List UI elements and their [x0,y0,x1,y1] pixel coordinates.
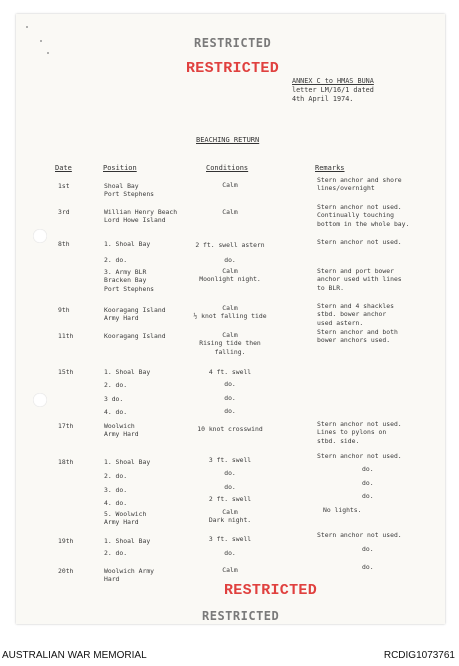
row-position: Lord Howe Island [104,216,166,225]
row-position: Army Hard [104,430,139,439]
row-date: 19th [58,537,74,545]
row-position: 1. Shoal Bay [104,368,151,376]
punch-hole-bottom [33,393,47,407]
row-remarks: Stern anchor not used. [317,238,402,246]
row-conditions: falling. [214,347,246,356]
annex-line-3: 4th April 1974. [292,95,354,103]
row-date: 18th [58,458,74,466]
row-position: 4. do. [104,408,128,416]
row-conditions: do. [224,380,236,388]
archive-id: RCDIG1073761 [383,650,455,661]
restricted-stamp-top-red: RESTRICTED [186,60,280,77]
row-position: Port Stephens [104,190,155,199]
archive-footer [0,640,459,666]
row-conditions: do. [224,394,236,402]
row-remarks: Stern anchor not used. [317,531,402,539]
row-remarks: anchor used with lines [317,275,402,284]
row-conditions: 3 ft. swell [208,535,252,543]
row-remarks: No lights. [323,506,362,514]
row-conditions: 4 ft. swell [208,368,252,376]
row-remarks: do. [362,545,374,553]
row-position: Army Hard [104,314,139,323]
row-remarks: Stern anchor not used. [317,203,402,211]
row-conditions: Calm [222,208,238,216]
restricted-stamp-top-grey: RESTRICTED [194,36,272,50]
column-header-position: Position [103,164,137,172]
row-remarks: Lines to pylons on [317,428,387,437]
row-date: 3rd [58,208,70,216]
row-position: 2. do. [104,549,128,557]
row-remarks: Stern anchor not used. [317,420,402,428]
row-remarks: Stern anchor and shore [317,176,402,184]
row-position: 1. Shoal Bay [104,537,151,545]
row-date: 9th [58,306,70,314]
row-remarks: stbd. side. [317,436,360,445]
row-conditions: do. [224,483,236,491]
annex-reference [292,77,374,104]
row-conditions: do. [224,256,236,264]
row-remarks: Stern anchor and both [317,328,398,336]
row-remarks: Stern anchor not used. [317,452,402,460]
row-position: Woolwich [104,422,135,430]
row-remarks: do. [362,563,374,571]
row-conditions: 3 ft. swell [208,456,252,464]
row-position: Willian Henry Beach [104,208,178,216]
document-heading: BEACHING RETURN [196,136,260,144]
row-conditions: Dark night. [208,516,252,525]
row-position: 3 do. [104,395,124,403]
row-position: 5. Woolwich [104,510,147,518]
annex-line-1: ANNEX C to HMAS BUNA [292,77,374,85]
row-position: Army Hard [104,518,139,527]
row-remarks: bottom in the whole bay. [317,219,410,228]
row-conditions: 10 knot crosswind [197,425,263,433]
column-header-remarks: Remarks [315,164,345,172]
row-position: 2. do. [104,381,128,389]
annex-line-2: letter LM/16/1 dated [292,86,374,94]
row-conditions: 2 ft. swell [208,495,252,503]
row-position: 1. Shoal Bay [104,458,151,466]
row-remarks: Continually touching [317,211,394,220]
paper-mark [40,40,42,42]
row-conditions: 2 ft. swell astern [195,241,265,249]
row-position: Kooragang Island [104,306,166,314]
row-remarks: stbd. bower anchor [317,310,387,319]
restricted-stamp-bottom-grey: RESTRICTED [202,609,280,623]
row-remarks: Stern and port bower [317,267,394,275]
row-position: 2. do. [104,256,128,264]
row-position: 2. do. [104,472,128,480]
row-remarks: bower anchors used. [317,336,391,345]
row-remarks: do. [362,492,374,500]
row-position: 3. Army BLR [104,268,147,276]
row-position: 1. Shoal Bay [104,240,151,248]
column-header-date: Date [55,164,72,172]
row-remarks: lines/overnight [317,184,375,193]
row-conditions: Calm [222,267,238,275]
row-conditions: Moonlight night. [199,275,261,284]
row-remarks: used astern. [317,318,364,327]
row-date: 8th [58,240,70,248]
row-position: Bracken Bay [104,276,147,285]
paper-mark [47,52,49,54]
row-conditions: Calm [222,304,238,312]
row-date: 1st [58,182,70,190]
row-date: 11th [58,332,74,340]
row-remarks: to BLR. [317,283,344,292]
row-conditions: Calm [222,331,238,339]
row-conditions: Calm [222,508,238,516]
row-position: Woolwich Army [104,567,155,575]
row-position: Shoal Bay [104,182,139,190]
punch-hole-top [33,229,47,243]
paper-mark [26,26,28,28]
row-conditions: do. [224,549,236,557]
row-position: Kooragang Island [104,332,166,340]
row-date: 20th [58,567,74,575]
row-remarks: do. [362,465,374,473]
archive-name: AUSTRALIAN WAR MEMORIAL [2,650,147,661]
row-remarks: do. [362,479,374,487]
row-position: Hard [104,575,120,584]
column-header-conditions: Conditions [206,164,249,172]
row-position: Port Stephens [104,284,155,293]
row-remarks: Stern and 4 shackles [317,302,394,310]
row-date: 15th [58,368,74,376]
row-conditions: do. [224,407,236,415]
row-conditions: ½ knot falling tide [193,312,267,321]
row-conditions: Rising tide then [199,339,261,348]
restricted-stamp-bottom-red: RESTRICTED [224,582,318,599]
row-date: 17th [58,422,74,430]
row-conditions: Calm [222,566,238,574]
row-position: 4. do. [104,499,128,507]
row-conditions: Calm [222,181,238,189]
row-conditions: do. [224,469,236,477]
row-position: 3. do. [104,486,128,494]
